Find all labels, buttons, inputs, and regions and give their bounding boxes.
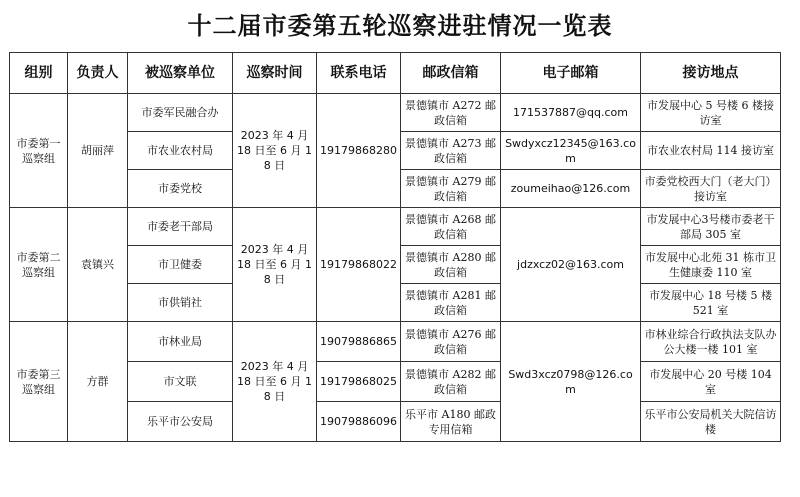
group-leader: 方群	[68, 322, 128, 442]
place-cell: 市林业综合行政执法支队办公大楼一楼 101 室	[641, 322, 781, 362]
time-cell: 2023 年 4 月 18 日至 6 月 18 日	[233, 94, 317, 208]
time-cell: 2023 年 4 月 18 日至 6 月 18 日	[233, 208, 317, 322]
mailbox-cell: 乐平市 A180 邮政专用信箱	[401, 402, 501, 442]
mailbox-cell: 景德镇市 A276 邮政信箱	[401, 322, 501, 362]
mailbox-cell: 景德镇市 A280 邮政信箱	[401, 246, 501, 284]
place-cell: 市发展中心3号楼市委老干部局 305 室	[641, 208, 781, 246]
unit-cell: 市农业农村局	[128, 132, 233, 170]
place-cell: 市发展中心 18 号楼 5 楼 521 室	[641, 284, 781, 322]
group-name: 市委第二巡察组	[10, 208, 68, 322]
unit-cell: 市供销社	[128, 284, 233, 322]
phone-cell: 19179868025	[317, 362, 401, 402]
header-unit: 被巡察单位	[128, 53, 233, 94]
phone-cell: 19079886096	[317, 402, 401, 442]
group-leader: 胡丽萍	[68, 94, 128, 208]
place-cell: 市农业农村局 114 接访室	[641, 132, 781, 170]
time-cell: 2023 年 4 月 18 日至 6 月 18 日	[233, 322, 317, 442]
unit-cell: 乐平市公安局	[128, 402, 233, 442]
place-cell: 市发展中心 5 号楼 6 楼接访室	[641, 94, 781, 132]
email-cell: zoumeihao@126.com	[501, 170, 641, 208]
header-leader: 负责人	[68, 53, 128, 94]
header-time: 巡察时间	[233, 53, 317, 94]
unit-cell: 市委老干部局	[128, 208, 233, 246]
place-cell: 乐平市公安局机关大院信访楼	[641, 402, 781, 442]
phone-cell: 19179868280	[317, 94, 401, 208]
place-cell: 市发展中心 20 号楼 104 室	[641, 362, 781, 402]
phone-cell: 19179868022	[317, 208, 401, 322]
unit-cell: 市卫健委	[128, 246, 233, 284]
group-leader: 袁镇兴	[68, 208, 128, 322]
phone-cell: 19079886865	[317, 322, 401, 362]
unit-cell: 市委党校	[128, 170, 233, 208]
unit-cell: 市委军民融合办	[128, 94, 233, 132]
table-row	[10, 94, 781, 132]
email-cell: 171537887@qq.com	[501, 94, 641, 132]
header-phone: 联系电话	[317, 53, 401, 94]
header-place: 接访地点	[641, 53, 781, 94]
mailbox-cell: 景德镇市 A279 邮政信箱	[401, 170, 501, 208]
place-cell: 市发展中心北苑 31 栋市卫生健康委 110 室	[641, 246, 781, 284]
unit-cell: 市文联	[128, 362, 233, 402]
group-name: 市委第一巡察组	[10, 94, 68, 208]
mailbox-cell: 景德镇市 A268 邮政信箱	[401, 208, 501, 246]
header-email: 电子邮箱	[501, 53, 641, 94]
header-group: 组别	[10, 53, 68, 94]
unit-cell: 市林业局	[128, 322, 233, 362]
header-row	[10, 53, 781, 94]
group-name: 市委第三巡察组	[10, 322, 68, 442]
mailbox-cell: 景德镇市 A272 邮政信箱	[401, 94, 501, 132]
mailbox-cell: 景德镇市 A282 邮政信箱	[401, 362, 501, 402]
header-mailbox: 邮政信箱	[401, 53, 501, 94]
place-cell: 市委党校西大门（老大门）接访室	[641, 170, 781, 208]
inspection-table	[9, 52, 781, 442]
table-row	[10, 208, 781, 246]
email-cell: jdzxcz02@163.com	[501, 208, 641, 322]
mailbox-cell: 景德镇市 A273 邮政信箱	[401, 132, 501, 170]
email-cell: Swd3xcz0798@126.com	[501, 322, 641, 442]
table-row	[10, 322, 781, 362]
mailbox-cell: 景德镇市 A281 邮政信箱	[401, 284, 501, 322]
email-cell: Swdyxcz12345@163.com	[501, 132, 641, 170]
page-title: 十二届市委第五轮巡察进驻情况一览表	[187, 12, 613, 40]
